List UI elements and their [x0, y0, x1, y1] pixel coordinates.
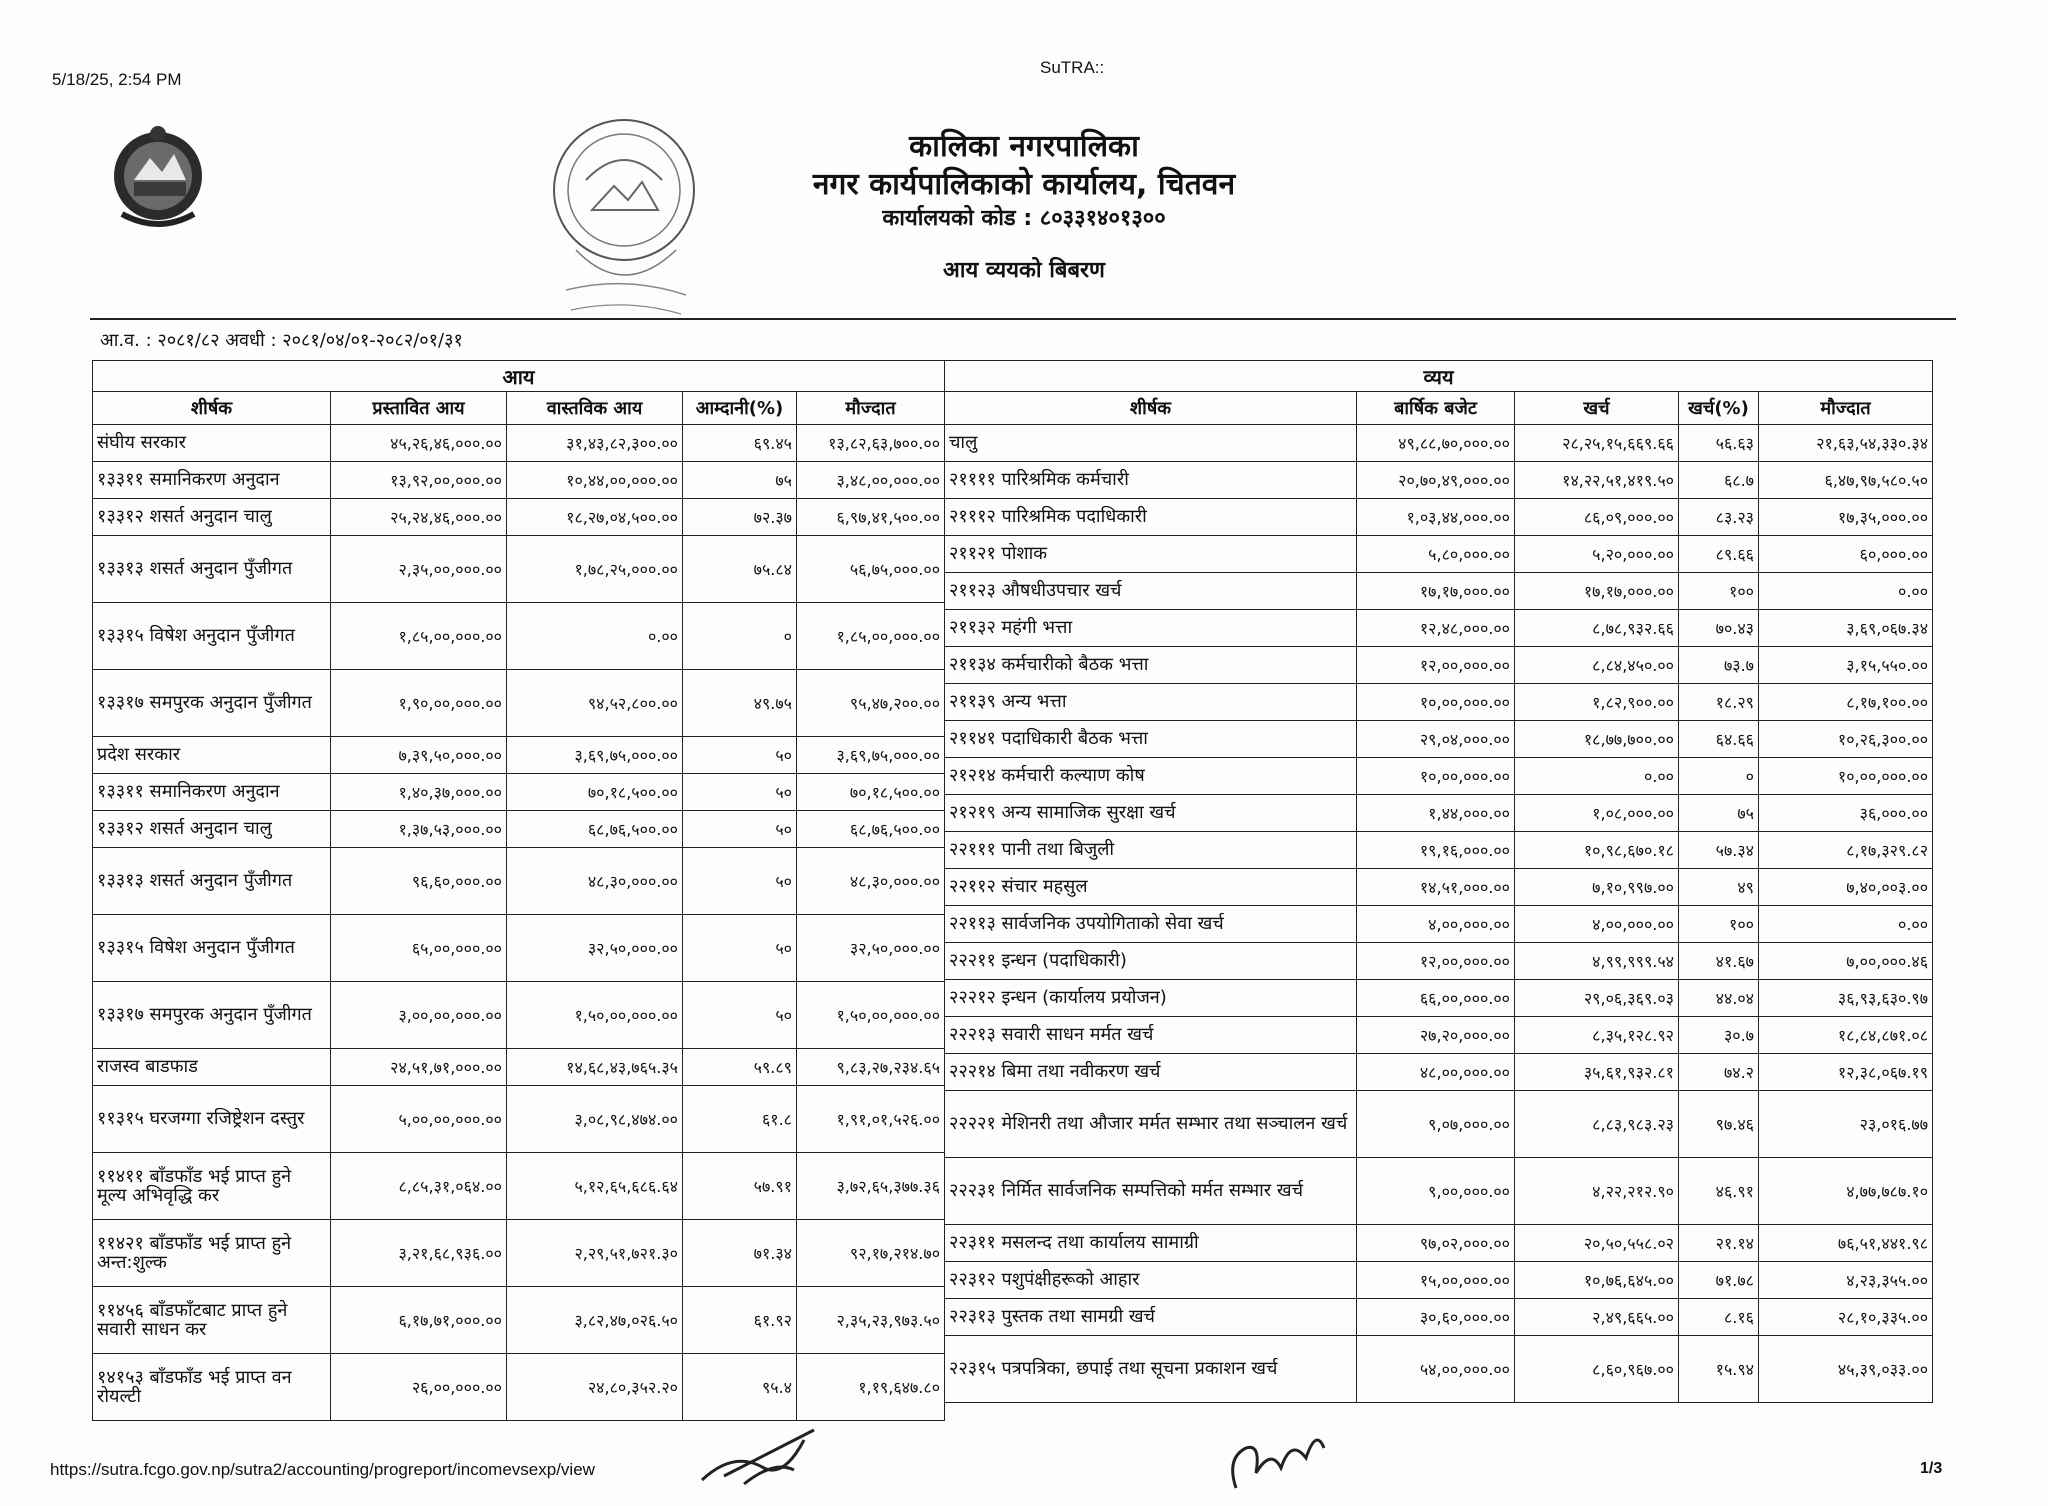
income-col-percent: आम्दानी(%)	[683, 392, 797, 425]
expense-cell-title: २११२१ पोशाक	[945, 536, 1357, 573]
income-cell-title: संघीय सरकार	[93, 425, 331, 462]
expense-cell-col1: ९,००,०००.००	[1357, 1158, 1515, 1225]
expense-cell-col2: ८,८४,४५०.००	[1515, 647, 1679, 684]
expense-cell-col1: २०,७०,४९,०००.००	[1357, 462, 1515, 499]
expense-cell-balance: ०.००	[1759, 906, 1933, 943]
expense-row	[945, 1158, 1933, 1225]
expense-cell-balance: ७६,५१,४४१.९८	[1759, 1225, 1933, 1262]
income-cell-percent: ७२.३७	[683, 499, 797, 536]
income-cell-percent: ७१.३४	[683, 1220, 797, 1287]
expense-cell-balance: १०,००,०००.००	[1759, 758, 1933, 795]
income-cell-balance: ९५,४७,२००.००	[797, 670, 945, 737]
expense-column-headers	[945, 392, 1933, 425]
expense-cell-title: चालु	[945, 425, 1357, 462]
expense-cell-title: २२११२ संचार महसुल	[945, 869, 1357, 906]
expense-cell-col2: ४,००,०००.००	[1515, 906, 1679, 943]
income-cell-balance: ३२,५०,०००.००	[797, 915, 945, 982]
expense-cell-percent: १००	[1679, 906, 1759, 943]
expense-cell-percent: ७०.४३	[1679, 610, 1759, 647]
expense-cell-col2: ०.००	[1515, 758, 1679, 795]
income-cell-balance: ७०,१८,५००.००	[797, 774, 945, 811]
income-row	[93, 603, 945, 670]
expense-cell-balance: ६,४७,९७,५८०.५०	[1759, 462, 1933, 499]
income-cell-col2: ३,८२,४७,०२६.५०	[507, 1287, 683, 1354]
expense-cell-title: २११३४ कर्मचारीको बैठक भत्ता	[945, 647, 1357, 684]
income-cell-col2: ४८,३०,०००.००	[507, 848, 683, 915]
print-datetime: 5/18/25, 2:54 PM	[52, 70, 182, 89]
income-cell-col1: १,९०,००,०००.००	[331, 670, 507, 737]
income-cell-col1: ७,३९,५०,०००.००	[331, 737, 507, 774]
page-number: 1/3	[1920, 1460, 1943, 1477]
expense-cell-title: २२३१५ पत्रपत्रिका, छपाई तथा सूचना प्रकाशन खर्च	[945, 1336, 1357, 1403]
expense-cell-col1: १७,१७,०००.००	[1357, 573, 1515, 610]
expense-table	[944, 360, 1933, 1403]
expense-cell-percent: ८.१६	[1679, 1299, 1759, 1336]
income-cell-percent: ५०	[683, 982, 797, 1049]
expense-cell-percent: ४१.६७	[1679, 943, 1759, 980]
income-cell-balance: ३,६९,७५,०००.००	[797, 737, 945, 774]
income-cell-col1: ३,००,००,०००.००	[331, 982, 507, 1049]
expense-col-percent: खर्च(%)	[1679, 392, 1759, 425]
expense-cell-col2: १०,९८,६७०.१८	[1515, 832, 1679, 869]
expense-cell-col2: १,०८,०००.००	[1515, 795, 1679, 832]
income-row	[93, 499, 945, 536]
income-cell-title: १३३१५ विषेश अनुदान पुँजीगत	[93, 603, 331, 670]
expense-cell-percent: १८.२९	[1679, 684, 1759, 721]
expense-cell-col1: १,०३,४४,०००.००	[1357, 499, 1515, 536]
expense-cell-balance: ४,२३,३५५.००	[1759, 1262, 1933, 1299]
income-cell-col2: १८,२७,०४,५००.००	[507, 499, 683, 536]
income-row	[93, 462, 945, 499]
expense-cell-percent: ७५	[1679, 795, 1759, 832]
income-cell-col2: १,५०,००,०००.००	[507, 982, 683, 1049]
income-cell-percent: ५७.९१	[683, 1153, 797, 1220]
expense-cell-title: २२३११ मसलन्द तथा कार्यालय सामाग्री	[945, 1225, 1357, 1262]
expense-cell-col2: १८,७७,७००.००	[1515, 721, 1679, 758]
income-cell-col2: १०,४४,००,०००.००	[507, 462, 683, 499]
income-group-header: आय	[93, 361, 945, 392]
expense-cell-col2: २८,२५,१५,६६९.६६	[1515, 425, 1679, 462]
income-cell-col1: २,३५,००,०००.००	[331, 536, 507, 603]
income-cell-percent: ५९.८९	[683, 1049, 797, 1086]
expense-cell-balance: १०,२६,३००.००	[1759, 721, 1933, 758]
signature-mark	[694, 1420, 824, 1490]
expense-cell-balance: ४,७७,७८७.१०	[1759, 1158, 1933, 1225]
income-cell-balance: १,८५,००,०००.००	[797, 603, 945, 670]
expense-row	[945, 980, 1933, 1017]
expense-row	[945, 462, 1933, 499]
expense-cell-title: २२२११ इन्धन (पदाधिकारी)	[945, 943, 1357, 980]
expense-row	[945, 869, 1933, 906]
expense-cell-balance: ३६,०००.००	[1759, 795, 1933, 832]
expense-cell-col1: १२,४८,०००.००	[1357, 610, 1515, 647]
expense-cell-balance: २८,१०,३३५.००	[1759, 1299, 1933, 1336]
income-row	[93, 915, 945, 982]
expense-cell-col2: ३५,६१,९३२.८१	[1515, 1054, 1679, 1091]
expense-col-balance: मौज्दात	[1759, 392, 1933, 425]
income-cell-title: १३३१३ शसर्त अनुदान पुँजीगत	[93, 848, 331, 915]
income-cell-percent: ५०	[683, 848, 797, 915]
expense-cell-title: २१२१४ कर्मचारी कल्याण कोष	[945, 758, 1357, 795]
expense-cell-col2: १७,१७,०००.००	[1515, 573, 1679, 610]
income-cell-balance: ९,८३,२७,२३४.६५	[797, 1049, 945, 1086]
fiscal-period: आ.व. : २०८१/८२ अवधी : २०८१/०४/०१-२०८२/०१/३१	[100, 330, 463, 351]
expense-cell-col2: ८,६०,९६७.००	[1515, 1336, 1679, 1403]
expense-row	[945, 647, 1933, 684]
income-row	[93, 1153, 945, 1220]
income-cell-col2: ६८,७६,५००.००	[507, 811, 683, 848]
income-row	[93, 848, 945, 915]
income-cell-col2: ७०,१८,५००.००	[507, 774, 683, 811]
expense-cell-balance: ३,१५,५५०.००	[1759, 647, 1933, 684]
expense-col-title: शीर्षक	[945, 392, 1357, 425]
income-cell-col2: २,२९,५१,७२१.३०	[507, 1220, 683, 1287]
income-cell-title: १३३१२ शसर्त अनुदान चालु	[93, 811, 331, 848]
expense-cell-col2: ८,७८,९३२.६६	[1515, 610, 1679, 647]
expense-cell-title: २२२१२ इन्धन (कार्यालय प्रयोजन)	[945, 980, 1357, 1017]
income-cell-balance: १,५०,००,०००.००	[797, 982, 945, 1049]
expense-cell-col2: ४,९९,९९९.५४	[1515, 943, 1679, 980]
income-cell-col1: १३,९२,००,०००.००	[331, 462, 507, 499]
income-cell-title: १३३११ समानिकरण अनुदान	[93, 774, 331, 811]
income-cell-percent: ६१.९२	[683, 1287, 797, 1354]
income-cell-title: १३३१३ शसर्त अनुदान पुँजीगत	[93, 536, 331, 603]
expense-cell-percent: ८३.२३	[1679, 499, 1759, 536]
expense-cell-percent: ७४.२	[1679, 1054, 1759, 1091]
income-row	[93, 425, 945, 462]
expense-row	[945, 832, 1933, 869]
income-cell-title: ११४२१ बाँडफाँड भई प्राप्त हुने अन्त:शुल्क	[93, 1220, 331, 1287]
expense-cell-col2: ४,२२,२१२.९०	[1515, 1158, 1679, 1225]
income-cell-col1: १,८५,००,०००.००	[331, 603, 507, 670]
expense-cell-percent: ०	[1679, 758, 1759, 795]
expense-cell-col1: ४९,८८,७०,०००.००	[1357, 425, 1515, 462]
income-cell-percent: ९५.४	[683, 1354, 797, 1421]
expense-cell-balance: ६०,०००.००	[1759, 536, 1933, 573]
income-cell-col1: ६५,००,०००.००	[331, 915, 507, 982]
expense-cell-percent: ८९.६६	[1679, 536, 1759, 573]
expense-cell-col1: ९७,०२,०००.००	[1357, 1225, 1515, 1262]
expense-cell-col2: १०,७६,६४५.००	[1515, 1262, 1679, 1299]
expense-cell-balance: २३,०१६.७७	[1759, 1091, 1933, 1158]
income-cell-balance: ३,४८,००,०००.००	[797, 462, 945, 499]
expense-cell-col1: १९,१६,०००.००	[1357, 832, 1515, 869]
income-cell-title: १३३१२ शसर्त अनुदान चालु	[93, 499, 331, 536]
expense-cell-title: २२१११ पानी तथा बिजुली	[945, 832, 1357, 869]
income-cell-balance: ६८,७६,५००.००	[797, 811, 945, 848]
income-col-title: शीर्षक	[93, 392, 331, 425]
expense-cell-col1: १२,००,०००.००	[1357, 647, 1515, 684]
income-cell-percent: ६९.४५	[683, 425, 797, 462]
income-cell-title: १३३१७ समपुरक अनुदान पुँजीगत	[93, 982, 331, 1049]
income-cell-col2: ५,१२,६५,६८६.६४	[507, 1153, 683, 1220]
income-cell-balance: ४८,३०,०००.००	[797, 848, 945, 915]
expense-cell-balance: ८,१७,३२९.८२	[1759, 832, 1933, 869]
income-cell-percent: ५०	[683, 737, 797, 774]
income-cell-col1: २६,००,०००.००	[331, 1354, 507, 1421]
expense-cell-balance: ७,४०,००३.००	[1759, 869, 1933, 906]
expense-row	[945, 1017, 1933, 1054]
income-cell-percent: ०	[683, 603, 797, 670]
expense-row	[945, 758, 1933, 795]
expense-cell-col1: ४,००,०००.००	[1357, 906, 1515, 943]
report-title: आय व्ययको बिबरण	[943, 258, 1105, 283]
expense-cell-percent: ६८.७	[1679, 462, 1759, 499]
expense-cell-col2: ७,१०,९९७.००	[1515, 869, 1679, 906]
office-name: नगर कार्यपालिकाको कार्यालय, चितवन	[812, 167, 1236, 202]
expense-cell-col1: २९,०४,०००.००	[1357, 721, 1515, 758]
income-cell-col2: ३,६९,७५,०००.००	[507, 737, 683, 774]
expense-cell-col1: ५४,००,०००.००	[1357, 1336, 1515, 1403]
income-col-proposed: प्रस्तावित आय	[331, 392, 507, 425]
expense-cell-col2: २,४९,६६५.००	[1515, 1299, 1679, 1336]
expense-cell-title: २१११२ पारिश्रमिक पदाधिकारी	[945, 499, 1357, 536]
expense-cell-balance: १७,३५,०००.००	[1759, 499, 1933, 536]
expense-cell-percent: ७१.७८	[1679, 1262, 1759, 1299]
income-cell-col1: ३,२१,६८,९३६.००	[331, 1220, 507, 1287]
expense-row	[945, 536, 1933, 573]
income-row	[93, 1287, 945, 1354]
expense-row	[945, 1091, 1933, 1158]
expense-cell-percent: ४४.०४	[1679, 980, 1759, 1017]
expense-row	[945, 906, 1933, 943]
expense-row	[945, 684, 1933, 721]
expense-cell-col2: ८,८३,९८३.२३	[1515, 1091, 1679, 1158]
expense-cell-percent: ७३.७	[1679, 647, 1759, 684]
income-cell-col2: ३१,४३,८२,३००.००	[507, 425, 683, 462]
income-column-headers	[93, 392, 945, 425]
expense-cell-col1: १०,००,०००.००	[1357, 684, 1515, 721]
expense-cell-title: २२३१२ पशुपंक्षीहरूको आहार	[945, 1262, 1357, 1299]
income-row	[93, 536, 945, 603]
expense-cell-balance: ८,१७,१००.००	[1759, 684, 1933, 721]
expense-cell-percent: ९७.४६	[1679, 1091, 1759, 1158]
expense-cell-title: २२२१३ सवारी साधन मर्मत खर्च	[945, 1017, 1357, 1054]
income-cell-title: ११४११ बाँडफाँड भई प्राप्त हुने मूल्य अभिवृद्धि कर	[93, 1153, 331, 1220]
income-cell-percent: ५०	[683, 915, 797, 982]
expense-cell-balance: १८,८४,८७१.०८	[1759, 1017, 1933, 1054]
income-cell-percent: ४९.७५	[683, 670, 797, 737]
expense-col-budget: बार्षिक बजेट	[1357, 392, 1515, 425]
expense-cell-col2: १४,२२,५१,४१९.५०	[1515, 462, 1679, 499]
income-cell-col1: ५,००,००,०००.००	[331, 1086, 507, 1153]
org-name: कालिका नगरपालिका	[909, 129, 1139, 164]
expense-cell-title: २२२३१ निर्मित सार्वजनिक सम्पत्तिको मर्मत सम्भार खर्च	[945, 1158, 1357, 1225]
expense-group-header: व्यय	[945, 361, 1933, 392]
income-cell-title: प्रदेश सरकार	[93, 737, 331, 774]
header-divider	[90, 318, 1956, 320]
income-row	[93, 774, 945, 811]
expense-cell-title: २१२१९ अन्य सामाजिक सुरक्षा खर्च	[945, 795, 1357, 832]
expense-cell-title: २२३१३ पुस्तक तथा सामग्री खर्च	[945, 1299, 1357, 1336]
income-cell-percent: ५०	[683, 774, 797, 811]
expense-cell-percent: ३०.७	[1679, 1017, 1759, 1054]
income-cell-title: राजस्व बाडफाड	[93, 1049, 331, 1086]
income-cell-title: ११३१५ घरजग्गा रजिष्ट्रेशन दस्तुर	[93, 1086, 331, 1153]
expense-cell-percent: ४९	[1679, 869, 1759, 906]
income-cell-percent: ७५	[683, 462, 797, 499]
expense-cell-col2: २०,५०,५५८.०२	[1515, 1225, 1679, 1262]
expense-cell-col1: ३०,६०,०००.००	[1357, 1299, 1515, 1336]
expense-cell-percent: १००	[1679, 573, 1759, 610]
expense-cell-title: २११३२ महंगी भत्ता	[945, 610, 1357, 647]
expense-row	[945, 1336, 1933, 1403]
expense-row	[945, 1225, 1933, 1262]
income-cell-percent: ७५.८४	[683, 536, 797, 603]
income-row	[93, 811, 945, 848]
expense-cell-percent: ५६.६३	[1679, 425, 1759, 462]
expense-col-spent: खर्च	[1515, 392, 1679, 425]
income-cell-balance: ९२,१७,२१४.७०	[797, 1220, 945, 1287]
expense-row	[945, 610, 1933, 647]
expense-cell-title: २११३९ अन्य भत्ता	[945, 684, 1357, 721]
income-col-actual: वास्तविक आय	[507, 392, 683, 425]
expense-cell-col1: १०,००,०००.००	[1357, 758, 1515, 795]
income-col-balance: मौज्दात	[797, 392, 945, 425]
expense-cell-percent: ५७.३४	[1679, 832, 1759, 869]
expense-cell-col1: १२,००,०००.००	[1357, 943, 1515, 980]
expense-cell-title: २२२१४ बिमा तथा नवीकरण खर्च	[945, 1054, 1357, 1091]
income-cell-title: १४१५३ बाँडफाँड भई प्राप्त वन रोयल्टी	[93, 1354, 331, 1421]
income-cell-col2: २४,८०,३५२.२०	[507, 1354, 683, 1421]
expense-row	[945, 943, 1933, 980]
income-cell-col1: ४५,२६,४६,०००.००	[331, 425, 507, 462]
expense-cell-percent: १५.९४	[1679, 1336, 1759, 1403]
expense-cell-percent: २१.१४	[1679, 1225, 1759, 1262]
income-cell-col2: ९४,५२,८००.००	[507, 670, 683, 737]
expense-cell-balance: ०.००	[1759, 573, 1933, 610]
expense-row	[945, 573, 1933, 610]
signature-mark	[1216, 1418, 1336, 1498]
income-cell-col2: १४,६८,४३,७६५.३५	[507, 1049, 683, 1086]
income-cell-percent: ६१.८	[683, 1086, 797, 1153]
income-table	[92, 360, 945, 1421]
income-cell-col1: १,३७,५३,०००.००	[331, 811, 507, 848]
expense-cell-col2: १,८२,९००.००	[1515, 684, 1679, 721]
income-cell-col1: ६,१७,७१,०००.००	[331, 1287, 507, 1354]
income-cell-title: १३३११ समानिकरण अनुदान	[93, 462, 331, 499]
income-cell-title: १३३१७ समपुरक अनुदान पुँजीगत	[93, 670, 331, 737]
expense-cell-col1: ५,८०,०००.००	[1357, 536, 1515, 573]
expense-row	[945, 795, 1933, 832]
income-cell-col1: २५,२४,४६,०००.००	[331, 499, 507, 536]
expense-row	[945, 1262, 1933, 1299]
expense-cell-col2: २९,०६,३६९.०३	[1515, 980, 1679, 1017]
income-cell-col1: १,४०,३७,०००.००	[331, 774, 507, 811]
income-cell-col2: ०.००	[507, 603, 683, 670]
income-cell-balance: ६,९७,४१,५००.००	[797, 499, 945, 536]
expense-row	[945, 499, 1933, 536]
expense-cell-col1: १,४४,०००.००	[1357, 795, 1515, 832]
expense-cell-percent: ६४.६६	[1679, 721, 1759, 758]
income-cell-col1: २४,५१,७१,०००.००	[331, 1049, 507, 1086]
expense-cell-col2: ८,३५,१२८.९२	[1515, 1017, 1679, 1054]
expense-cell-col1: ४८,००,०००.००	[1357, 1054, 1515, 1091]
income-cell-balance: ५६,७५,०००.००	[797, 536, 945, 603]
income-row	[93, 1049, 945, 1086]
expense-cell-title: २११२३ औषधीउपचार खर्च	[945, 573, 1357, 610]
income-cell-balance: २,३५,२३,९७३.५०	[797, 1287, 945, 1354]
print-app-name: SuTRA::	[1040, 58, 1105, 77]
income-cell-balance: ३,७२,६५,३७७.३६	[797, 1153, 945, 1220]
expense-cell-col2: ८६,०९,०००.००	[1515, 499, 1679, 536]
expense-cell-col1: १५,००,०००.००	[1357, 1262, 1515, 1299]
expense-cell-title: २२११३ सार्वजनिक उपयोगिताको सेवा खर्च	[945, 906, 1357, 943]
expense-cell-balance: ३६,९३,६३०.९७	[1759, 980, 1933, 1017]
footer-url: https://sutra.fcgo.gov.np/sutra2/accounting/progreport/incomevsexp/view	[50, 1460, 595, 1479]
expense-cell-balance: ७,००,०००.४६	[1759, 943, 1933, 980]
income-cell-percent: ५०	[683, 811, 797, 848]
income-cell-col1: ९६,६०,०००.००	[331, 848, 507, 915]
expense-cell-title: २२२२१ मेशिनरी तथा औजार मर्मत सम्भार तथा सञ्चालन खर्च	[945, 1091, 1357, 1158]
income-cell-col2: ३२,५०,०००.००	[507, 915, 683, 982]
expense-cell-col1: ९,०७,०००.००	[1357, 1091, 1515, 1158]
income-cell-balance: १,१९,६४७.८०	[797, 1354, 945, 1421]
expense-cell-col2: ५,२०,०००.००	[1515, 536, 1679, 573]
expense-row	[945, 425, 1933, 462]
expense-cell-title: २११११ पारिश्रमिक कर्मचारी	[945, 462, 1357, 499]
expense-row	[945, 721, 1933, 758]
income-cell-balance: १,९१,०१,५२६.००	[797, 1086, 945, 1153]
income-row	[93, 1086, 945, 1153]
expense-cell-col1: १४,५१,०००.००	[1357, 869, 1515, 906]
income-cell-balance: १३,८२,६३,७००.००	[797, 425, 945, 462]
expense-cell-balance: २१,६३,५४,३३०.३४	[1759, 425, 1933, 462]
income-cell-col2: ३,०८,९८,४७४.००	[507, 1086, 683, 1153]
income-row	[93, 670, 945, 737]
expense-cell-percent: ४६.९१	[1679, 1158, 1759, 1225]
office-code: कार्यालयको कोड : ८०३३१४०१३००	[882, 206, 1166, 231]
income-cell-title: ११४५६ बाँडफाँटबाट प्राप्त हुने सवारी साधन कर	[93, 1287, 331, 1354]
expense-cell-balance: ३,६९,०६७.३४	[1759, 610, 1933, 647]
income-cell-col1: ८,८५,३१,०६४.००	[331, 1153, 507, 1220]
income-cell-title: १३३१५ विषेश अनुदान पुँजीगत	[93, 915, 331, 982]
expense-cell-balance: ४५,३९,०३३.००	[1759, 1336, 1933, 1403]
expense-cell-col1: ६६,००,०००.००	[1357, 980, 1515, 1017]
expense-cell-col1: २७,२०,०००.००	[1357, 1017, 1515, 1054]
income-row	[93, 737, 945, 774]
income-cell-col2: १,७८,२५,०००.००	[507, 536, 683, 603]
income-row	[93, 1354, 945, 1421]
expense-cell-title: २११४१ पदाधिकारी बैठक भत्ता	[945, 721, 1357, 758]
income-row	[93, 1220, 945, 1287]
expense-cell-balance: १२,३८,०६७.१९	[1759, 1054, 1933, 1091]
expense-row	[945, 1054, 1933, 1091]
income-row	[93, 982, 945, 1049]
expense-row	[945, 1299, 1933, 1336]
